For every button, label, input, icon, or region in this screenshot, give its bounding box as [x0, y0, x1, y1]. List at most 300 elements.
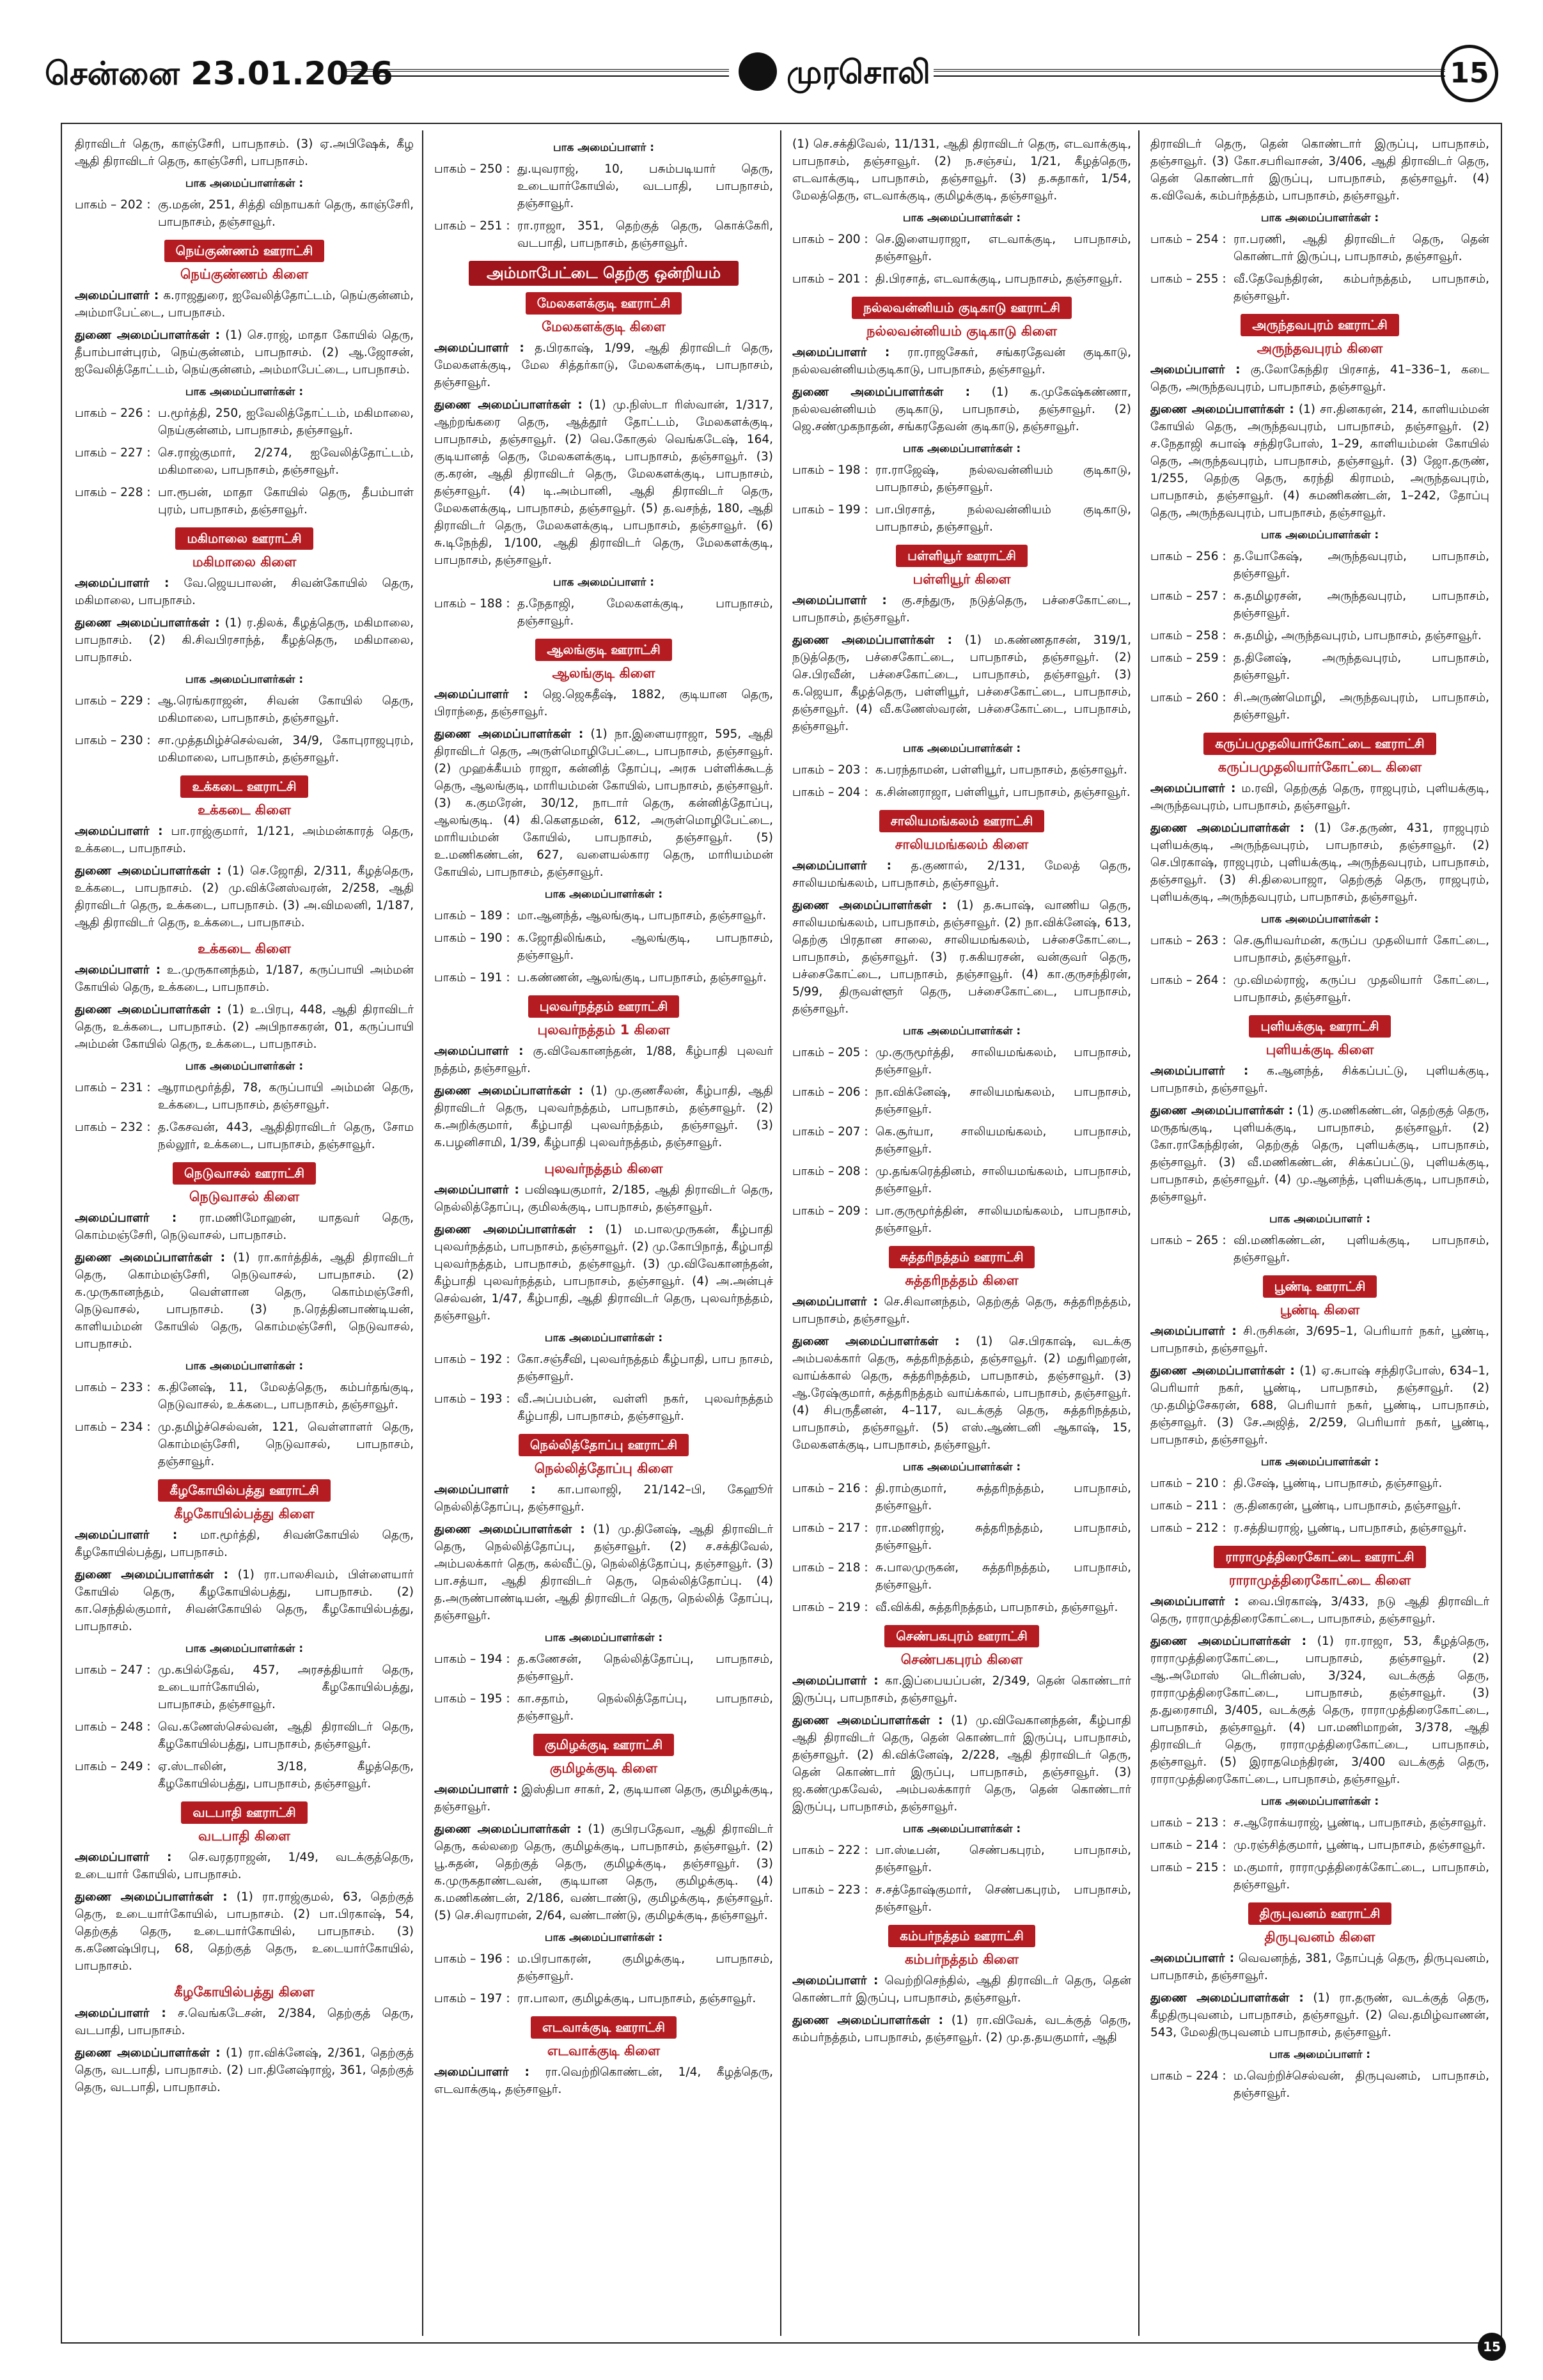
- organizer-entry: [434, 1043, 773, 1077]
- deputy-label: துணை அமைப்பாளர்கள் :: [1150, 1635, 1307, 1648]
- deputy-organizers-entry: [1150, 401, 1489, 522]
- booth-organizer: வீ.விக்கி, சுத்தரிநத்தம், பாபநாசம், தஞ்சாவூர்.: [875, 1601, 1118, 1614]
- deputy-organizers-entry: [1150, 1102, 1489, 1206]
- booth-organizer: சா.முத்தமிழ்ச்செல்வன், 34/9, கோபுராஜபுரம், மகிமாலை, பாபநாசம், தஞ்சாவூர்.: [158, 734, 414, 765]
- org-section: [75, 940, 414, 1153]
- org-section: [792, 810, 1131, 1237]
- organizer-text: கா.இப்பையப்பன், 2/349, தென் கொண்டார் இருப்பு, பாபநாசம், தஞ்சாவூர்.: [792, 1674, 1131, 1705]
- organizer-label: அமைப்பாளர் :: [75, 825, 163, 838]
- organizer-entry: [75, 287, 414, 322]
- booth-organizer: நா.விக்னேஷ், சாலியமங்கலம், பாபநாசம், தஞ்சாவூர்.: [875, 1085, 1131, 1116]
- ooratchi-heading: புலவர்நத்தம் ஊராட்சி: [528, 995, 680, 1018]
- booth-organizers-heading: பாக அமைப்பாளர்கள் :: [185, 177, 304, 190]
- booth-row: [792, 1202, 1131, 1237]
- deputy-organizers-entry: [75, 327, 414, 378]
- booth-row: [792, 270, 1131, 288]
- branch-heading: புலவர்நத்தம் கிளை: [544, 1161, 663, 1176]
- booth-row: [1150, 231, 1489, 265]
- org-section: [434, 1160, 773, 1425]
- booth-number: பாகம் – 255 :: [1150, 272, 1226, 286]
- deputy-organizers-entry: [434, 726, 773, 881]
- ooratchi-heading: மேலகளக்குடி ஊராட்சி: [526, 292, 682, 315]
- organizer-entry: [434, 1181, 773, 1216]
- column-4: [1150, 136, 1489, 2336]
- deputy-text: (1) ரா.விக்னேஷ், 2/361, தெற்குத் தெரு, வடபாதி, பாபநாசம். (2) பா.தினேஷ்ராஜ், 361, தெற்குத் தெரு, வடபாதி, பாபநாசம்.: [75, 2046, 414, 2094]
- booth-organizer: மு.தங்கரெத்தினம், சாலியமங்கலம், பாபநாசம், தஞ்சாவூர்.: [875, 1165, 1131, 1195]
- booth-number: பாகம் – 231 :: [75, 1081, 151, 1094]
- booth-row: [1150, 548, 1489, 582]
- booth-row: [792, 1123, 1131, 1158]
- booth-row: [434, 1990, 773, 2007]
- org-section: [792, 1625, 1131, 1916]
- deputy-organizers-entry: [792, 2012, 1131, 2046]
- booth-row: [434, 595, 773, 630]
- booth-row: [1150, 1520, 1489, 1537]
- booth-organizer: க.சின்னராஜா, பள்ளியூர், பாபநாசம், தஞ்சாவூர்.: [875, 786, 1131, 799]
- booth-number: பாகம் – 204 :: [792, 786, 868, 799]
- booth-row: [792, 1881, 1131, 1916]
- booth-organizer: கோ.சஞ்சீவி, புலவர்நத்தம் கீழ்பாதி, பாப நாசம், தஞ்சாவூர்.: [517, 1353, 773, 1383]
- organizer-text: பவிஷயகுமார், 2/185, ஆதி திராவிடர் தெரு, நெல்லித்தோப்பு, குமிலக்குடி, பாபநாசம், தஞ்சாவூர்.: [434, 1183, 773, 1214]
- booth-organizer: ப.கண்ணன், ஆலங்குடி, பாபநாசம், தஞ்சாவூர்.: [517, 971, 767, 984]
- booth-row: [1150, 1837, 1489, 1854]
- deputy-text: (1) ரா.கார்த்திக், ஆதி திராவிடர் தெரு, கொம்மஞ்சேரி, நெடுவாசல், பாபநாசம். (2) க.முருகானந்தம், வெள்ளான தெரு, கொம்மஞ்சேரி, நெடுவாசல், பாபநாசம். (3) ந.ரெத்தினபாண்டியன், காளியம்மன் கோயில் தெரு, கொம்மஞ்சேரி, நெடுவாசல், பாபநாசம்.: [75, 1251, 414, 1351]
- booth-organizer: ம.பிரபாகரன், குமிழக்குடி, பாபநாசம், தஞ்சாவூர்.: [517, 1952, 773, 1983]
- deputy-organizers-entry: [434, 1082, 773, 1151]
- booth-row: [1150, 270, 1489, 305]
- organizer-entry: [434, 2064, 773, 2098]
- booth-organizer: த.தினேஷ், அருந்தவபுரம், பாபநாசம், தஞ்சாவூர்.: [1234, 651, 1489, 682]
- booth-organizers-heading: பாக அமைப்பாளர்கள் :: [544, 1931, 663, 1944]
- organizer-label: அமைப்பாளர் :: [434, 341, 524, 355]
- organizer-label: அமைப்பாளர் :: [75, 2007, 166, 2020]
- footer-page-number: 15: [1478, 2333, 1506, 2361]
- booth-number: பாகம் – 230 :: [75, 734, 151, 747]
- deputy-text: (1) சா.தினகரன், 214, காளியம்மன் கோயில் தெரு, அருந்தவபுரம், பாபநாசம், தஞ்சாவூர். (2) ச.நேதாஜி சுபாஷ் சந்திரபோஸ், 1–29, காளியம்மன் கோயில் தெரு, அருந்தவபுரம், பாபநாசம், தஞ்சாவூர். (3) ஜோ.தருண், 1/255, தெற்கு தெரு, கரந்தி கிராமம், அருந்தவபுரம், பாபநாசம், தஞ்சாவூர். (4) சுமணிகண்டன், 1–242, தோப்பு தெரு, அருந்தவபுரம், பாபநாசம், தஞ்சாவூர்.: [1150, 403, 1489, 520]
- organizer-text: உ.முருகானந்தம், 1/187, கருப்பாயி அம்மன் கோயில் தெரு, உக்கடை, பாபநாசம்.: [75, 963, 414, 994]
- booth-organizer: ர.சத்தியராஜ், பூண்டி, பாபநாசம், தஞ்சாவூர்.: [1234, 1521, 1467, 1535]
- organizer-label: அமைப்பாளர் :: [792, 1674, 879, 1688]
- deputy-text: (1) குபிரபதேவா, ஆதி திராவிடர் தெரு, கல்லறை தெரு, குமிழக்குடி, பாபநாசம், தஞ்சாவூர். (2) பூ.சுதன், தெற்குத் தெரு, குமிழக்குடி, தஞ்சாவூர். (3) க.முருகதாண்டவன், குடியான தெரு, குமிழக்குடி. (4) க.மணிகண்டன், 2/186, வண்டாண்டு, குமிழக்குடி, தஞ்சாவூர். (5) செ.சிவராமன், 2/64, வண்டாண்டு, குமிழக்குடி, தஞ்சாவூர்.: [434, 1823, 773, 1922]
- deputy-text: (1) ரா.ராஜா, 53, கீழத்தெரு, ராராமுத்திரைகோட்டை, பாபநாசம், தஞ்சாவூர். (2) ஆ.அமோஸ் டெரின்பஸ், 3/324, வடக்குத் தெரு, ராராமுத்திரைகோட்டை, பாபநாசம், தஞ்சாவூர். (3) த.துரைசாமி, 3/405, வடக்குத் தெரு, ராராமுத்திரைகோட்டை, பாபநாசம், தஞ்சாவூர். (4) பா.மணிமாறன், 3/378, ஆதி திராவிடர் தெரு, ராராமுத்திரைகோட்டை, பாபநாசம், தஞ்சாவூர். (5) இராதமெந்திரன், 3/400 வடக்குத் தெரு, ராராமுத்திரைகோட்டை, பாபநாசம், தஞ்சாவூர்.: [1150, 1635, 1489, 1786]
- deputy-label: துணை அமைப்பாளர்கள் :: [434, 1523, 585, 1536]
- booth-organizers-heading: பாக அமைப்பாளர்கள் :: [1260, 1456, 1379, 1468]
- organizer-text: ரா.ராஜசேகர், சங்கரதேவன் குடிகாடு, நல்லவன்னியம்குடிகாடு, பாபநாசம், தஞ்சாவூர்.: [792, 346, 1131, 377]
- branch-heading: மேலகளக்குடி கிளை: [542, 319, 666, 334]
- branch-heading: உக்கடை கிளை: [198, 802, 291, 818]
- org-section: [75, 240, 414, 518]
- booth-organizers-heading: பாக அமைப்பாளர் :: [552, 141, 655, 154]
- booth-organizer: ரா.ராஜா, 351, தெற்குத் தெரு, கொக்கேரி, வடபாதி, பாபநாசம், தஞ்சாவூர்.: [517, 219, 773, 250]
- booth-row: [792, 1084, 1131, 1118]
- org-section: [792, 297, 1131, 536]
- org-section: [1150, 1546, 1489, 1894]
- masthead-rule-left: [345, 69, 729, 77]
- organizer-entry: [75, 1209, 414, 1244]
- booth-row: [792, 1520, 1131, 1554]
- booth-organizer: க.தினேஷ், 11, மேலத்தெரு, கம்பர்தங்குடி, நெடுவாசல், உக்கடை, பாபநாசம், தஞ்சாவூர்.: [158, 1381, 414, 1412]
- org-section: [434, 1434, 773, 1725]
- deputy-text: (1) ரா.தருண், வடக்குத் தெரு, கீழதிருபுவனம், பாபநாசம், தஞ்சாவூர். (2) வெ.தமிழ்வாணன், 543, மேலதிருபுவனம் பாபநாசம், தஞ்சாவூர்.: [1150, 1991, 1489, 2039]
- deputy-label: துணை அமைப்பாளர்கள் :: [75, 1890, 228, 1904]
- deputy-label: துணை அமைப்பாளர்கள் :: [792, 2014, 944, 2027]
- booth-row: [75, 1419, 414, 1470]
- deputy-organizers-entry: [1150, 1989, 1489, 2041]
- deputy-text: (1) ரா.விவேக், வடக்குத் தெரு, கம்பர்நத்தம், பாபநாசம், தஞ்சாவூர். (2) மு.த.தயகுமார், ஆதி: [792, 2014, 1131, 2044]
- booth-row: [1150, 1232, 1489, 1266]
- organizer-text: சி.ருசிகன், 3/695–1, பெரியார் நகர், பூண்டி, பாபநாசம், தஞ்சாவூர்.: [1150, 1325, 1489, 1355]
- content-frame: [61, 123, 1502, 2344]
- deputy-text: (1) மு.தினேஷ், ஆதி திராவிடர் தெரு, நெல்லித்தோப்பு, தஞ்சாவூர். (2) ச.சக்திவேல், அம்பலக்கார் தெரு, கல்வீட்டு, நெல்லித்தோப்பு, தஞ்சாவூர். (3) பா.சத்யா, ஆதி திராவிடர் தெரு, நெல்லித்தோப்பு. (4) த.அருண்பாண்டியன், ஆதி திராவிடர் தெரு, நெல்லித் தோப்பு, தஞ்சாவூர்.: [434, 1523, 773, 1622]
- booth-organizer: சி.அருண்மொழி, அருந்தவபுரம், பாபநாசம், தஞ்சாவூர்.: [1234, 691, 1489, 722]
- booth-organizer: க.தமிழரசன், அருந்தவபுரம், பாபநாசம், தஞ்சாவூர்.: [1234, 589, 1489, 620]
- booth-organizer: ரா.மணிராஜ், சுத்தரிநத்தம், பாபநாசம், தஞ்சாவூர்.: [875, 1521, 1131, 1552]
- booth-organizer: செ.ராஜ்குமார், 2/274, ஐவேலித்தோட்டம், மகிமாலை, பாபநாசம், தஞ்சாவூர்.: [158, 446, 414, 477]
- branch-heading: கருப்பமுதலியார்கோட்டை கிளை: [1218, 759, 1422, 775]
- booth-organizers-heading: பாக அமைப்பாளர் :: [552, 576, 655, 589]
- deputy-label: துணை அமைப்பாளர்கள் :: [434, 1084, 584, 1098]
- deputy-label: துணை அமைப்பாளர்கள் :: [75, 1251, 226, 1264]
- booth-organizers-heading: பாக அமைப்பாளர் :: [1269, 2048, 1371, 2061]
- booth-organizer: கெ.சூர்யா, சாலியமங்கலம், பாபநாசம், தஞ்சாவூர்.: [875, 1125, 1131, 1156]
- page-number-badge: 15: [1441, 45, 1498, 102]
- organizer-label: அமைப்பாளர் :: [75, 1851, 172, 1864]
- booth-organizers-heading: பாக அமைப்பாளர்கள் :: [1260, 913, 1379, 926]
- deputy-text: (1) செ.ராஜ், மாதா கோயில் தெரு, தீபாம்பாள்புரம், நெய்குன்னம், பாபநாசம். (2) ஆ.ஜோசன், ஐவேலித்தோட்டம், நெய்குன்னம், அம்மாபேட்டை, பாபநாசம்.: [75, 329, 414, 377]
- booth-organizer: த.நேதாஜி, மேலகளக்குடி, பாபநாசம், தஞ்சாவூர்.: [517, 597, 773, 628]
- booth-organizers-heading: பாக அமைப்பாளர்கள் :: [185, 1642, 304, 1655]
- booth-row: [75, 484, 414, 518]
- deputy-organizers-entry: [75, 862, 414, 931]
- booth-number: பாகம் – 258 :: [1150, 629, 1226, 642]
- branch-heading: நெய்குண்ணம் கிளை: [180, 267, 309, 282]
- deputy-organizers-entry: [792, 1712, 1131, 1816]
- org-section: [75, 1801, 414, 1975]
- org-section: [75, 1479, 414, 1793]
- org-section: [1150, 136, 1489, 305]
- deputy-label: துணை அமைப்பாளர்கள் :: [792, 385, 971, 399]
- booth-organizers-heading: பாக அமைப்பாளர்கள் :: [1260, 1795, 1379, 1808]
- branch-heading: சாலியமங்கலம் கிளை: [895, 837, 1029, 852]
- branch-heading: வடபாதி கிளை: [198, 1828, 290, 1844]
- booth-number: பாகம் – 206 :: [792, 1085, 868, 1099]
- organizer-text: மா.மூர்த்தி, சிவன்கோயில் தெரு, கீழகோயில்பத்து, பாபநாசம்.: [75, 1528, 414, 1559]
- booth-row: [792, 501, 1131, 536]
- deputy-text: (1) செ.பிரகாஷ், வடக்கு அம்பலக்கார் தெரு, சுத்தரிநத்தம், தஞ்சாவூர். (2) மதுரிஹரன், வாய்க்கால் தெரு, சுத்தரிநத்தம், பாபநாசம், தஞ்சாவூர். (3) ஆ.ரேஷ்குமார், சுத்தரிநத்தம் வாய்க்கால், பாபநாசம், தஞ்சாவூர். (4) சிபருதீனன், 4–117, வடக்குத் தெரு, சுத்தரிநத்தம், பாபநாசம், தஞ்சாவூர். (5) எஸ்.ஆண்டனி ஆகாஷ், 15, மேலகளக்குடி, பாபநாசம், தஞ்சாவூர்.: [792, 1335, 1131, 1452]
- booth-number: பாகம் – 213 :: [1150, 1816, 1226, 1830]
- booth-row: [792, 462, 1131, 496]
- booth-organizer: பா.குருமூர்த்தின், சாலியமங்கலம், பாபநாசம், தஞ்சாவூர்.: [875, 1204, 1131, 1235]
- ooratchi-heading: புளியக்குடி ஊராட்சி: [1249, 1015, 1390, 1038]
- branch-heading: செண்பகபுரம் கிளை: [900, 1652, 1023, 1667]
- organizer-text: ச.வெங்கடேசன், 2/384, தெற்குத் தெரு, வடபாதி, பாபநாசம்.: [75, 2007, 414, 2037]
- org-section: [434, 2016, 773, 2098]
- deputy-organizers-entry: [792, 897, 1131, 1018]
- booth-organizer: வி.மணிகண்டன், புளியக்குடி, பாபநாசம், தஞ்சாவூர்.: [1234, 1234, 1489, 1264]
- org-section: [434, 1734, 773, 2007]
- organizer-text: கா.பாலாஜி, 21/142–பி, கேஹூர் நெல்லித்தோப்பு, தஞ்சாவூர்.: [434, 1483, 773, 1514]
- ooratchi-heading: நல்லவன்னியம் குடிகாடு ஊராட்சி: [852, 297, 1072, 319]
- booth-number: பாகம் – 197 :: [434, 1992, 510, 2005]
- booth-row: [434, 1351, 773, 1385]
- organizer-text: ஜெ.ஜெகதீஷ், 1882, குடியான தெரு, பிராந்தை, தஞ்சாவூர்.: [434, 688, 773, 719]
- organizer-entry: [1150, 361, 1489, 396]
- organizer-label: அமைப்பாளர் :: [792, 346, 890, 359]
- organizer-entry: [75, 1849, 414, 1883]
- deputy-organizers-entry: [434, 1221, 773, 1325]
- booth-row: [75, 1718, 414, 1753]
- column-2: [434, 136, 773, 2336]
- booth-number: பாகம் – 188 :: [434, 597, 510, 611]
- booth-organizer: பா.ஸ்டீபன், செண்பகபுரம், பாபநாசம், தஞ்சாவூர்.: [875, 1844, 1131, 1874]
- booth-row: [75, 1079, 414, 1114]
- booth-number: பாகம் – 224 :: [1150, 2069, 1226, 2083]
- booth-organizers-heading: பாக அமைப்பாளர்கள் :: [902, 742, 1021, 755]
- ooratchi-heading: எடவாக்குடி ஊராட்சி: [531, 2016, 677, 2039]
- ooratchi-heading: செண்பகபுரம் ஊராட்சி: [884, 1625, 1039, 1647]
- deputy-organizers-entry: [1150, 1633, 1489, 1788]
- booth-organizer: பா.ரூபன், மாதா கோயில் தெரு, தீபம்பாள் புரம், பாபநாசம், தஞ்சாவூர்.: [158, 486, 414, 517]
- ooratchi-heading: கீழகோயில்பத்து ஊராட்சி: [158, 1479, 330, 1502]
- booth-organizers-heading: பாக அமைப்பாளர்கள் :: [544, 1631, 663, 1644]
- booth-row: [434, 1651, 773, 1685]
- organizer-text: ம.ரவி, தெற்குத் தெரு, ராஜபுரம், புளியக்குடி, அருந்தவபுரம், பாபநாசம், தஞ்சாவூர்.: [1150, 782, 1489, 813]
- deputy-organizers-entry: [75, 614, 414, 666]
- booth-number: பாகம் – 195 :: [434, 1692, 510, 1706]
- deputy-text: (1) சே.தருண், 431, ராஜபுரம் புளியக்குடி, அருந்தவபுரம், பாபநாசம், தஞ்சாவூர். (2) செ.பிரகாஷ், ராஜபுரம், புளியக்குடி, அருந்தவபுரம், பாபநாசம், தஞ்சாவூர். (3) சி.திலைபாஜா, தெற்குத் தெரு, ராஜபுரம், புளியக்குடி, அருந்தவபுரம், பாபநாசம், தஞ்சாவூர்.: [1150, 821, 1489, 904]
- booth-row: [75, 1119, 414, 1153]
- branch-heading: திருபுவனம் கிளை: [1264, 1929, 1375, 1945]
- booth-number: பாகம் – 196 :: [434, 1952, 510, 1966]
- deputy-text: (1) ரா.பாலசிவம், பிள்ளையார் கோயில் தெரு, கீழகோயில்பத்து, பாபநாசம். (2) கா.செந்தில்குமார், சிவன்கோயில் தெரு, கீழகோயில்பத்து, பாபநாசம்.: [75, 1568, 414, 1633]
- org-section: [75, 527, 414, 766]
- booth-number: பாகம் – 189 :: [434, 909, 510, 922]
- ooratchi-heading: குமிழக்குடி ஊராட்சி: [533, 1734, 674, 1756]
- deputy-text: (1) ர.திலக், கீழத்தெரு, மகிமாலை, பாபநாசம். (2) கி.சிவபிரசாந்த், கீழத்தெரு, மகிமாலை, பாபநாசம்.: [75, 616, 414, 664]
- booth-row: [434, 1390, 773, 1425]
- booth-organizers-heading: பாக அமைப்பாளர்கள் :: [1260, 212, 1379, 224]
- organizer-label: அமைப்பாளர் :: [75, 577, 169, 590]
- booth-number: பாகம் – 193 :: [434, 1392, 510, 1406]
- organizer-text: செ.சிவானந்தம், தெற்குத் தெரு, சுத்தரிநத்தம், பாபநாசம், தஞ்சாவூர்.: [792, 1295, 1131, 1326]
- booth-number: பாகம் – 212 :: [1150, 1521, 1226, 1535]
- org-section: [75, 136, 414, 231]
- booth-number: பாகம் – 233 :: [75, 1381, 151, 1394]
- organizer-label: அமைப்பாளர் :: [434, 1183, 519, 1197]
- deputy-label: துணை அமைப்பாளர்கள் :: [792, 1335, 960, 1348]
- booth-organizers-heading: பாக அமைப்பாளர்கள் :: [185, 1360, 304, 1373]
- organizer-entry: [792, 1672, 1131, 1707]
- union-heading: அம்மாபேட்டை தெற்கு ஒன்றியம்: [469, 261, 739, 286]
- deputy-label: துணை அமைப்பாளர்கள் :: [75, 1568, 228, 1582]
- deputy-label: துணை அமைப்பாளர்கள் :: [434, 398, 583, 412]
- organizer-text: த.குணால், 2/131, மேலத் தெரு, சாலியமங்கலம், பாபநாசம், தஞ்சாவூர்.: [792, 859, 1131, 890]
- column-1: [75, 136, 414, 2336]
- booth-organizers-heading: பாக அமைப்பாளர்கள் :: [902, 442, 1021, 455]
- booth-row: [75, 1379, 414, 1413]
- booth-number: பாகம் – 198 :: [792, 463, 868, 477]
- ooratchi-heading: நெல்லித்தோப்பு ஊராட்சி: [519, 1434, 689, 1456]
- booth-row: [75, 1758, 414, 1793]
- organizer-entry: [792, 857, 1131, 892]
- booth-number: பாகம் – 218 :: [792, 1561, 868, 1575]
- organizer-text: வே.ஜெயபாலன், சிவன்கோயில் தெரு, மகிமாலை, பாபநாசம்.: [75, 577, 414, 607]
- deputy-label: துணை அமைப்பாளர்கள் :: [75, 616, 220, 630]
- org-section: [75, 1162, 414, 1470]
- organizer-label: அமைப்பாளர் :: [792, 1295, 878, 1309]
- booth-row: [1150, 689, 1489, 724]
- deputy-organizers-entry: [792, 136, 1131, 205]
- booth-number: பாகம் – 201 :: [792, 272, 868, 286]
- organizer-label: அமைப்பாளர் :: [1150, 1064, 1249, 1078]
- deputy-text: (1) த.சுபாஷ், வாணிய தெரு, சாலியமங்கலம், பாபநாசம், தஞ்சாவூர். (2) நா.விக்னேஷ், 613, தெற்கு பிரதான சாலை, சாலியமங்கலம், பச்சைகோட்டை, பாபநாசம், தஞ்சாவூர். (3) ர.சுகியரசன், வன்குவர் தெரு, பச்சைகோட்டை, பாபநாசம், தஞ்சாவூர். (4) கா.குருசந்திரன், 5/99, திருவள்ளூர் தெரு, பச்சைகோட்டை, பாபநாசம், தஞ்சாவூர்.: [792, 899, 1131, 1016]
- organizer-label: அமைப்பாளர் :: [75, 963, 161, 977]
- booth-number: பாகம் – 251 :: [434, 219, 510, 233]
- booth-row: [434, 907, 773, 924]
- branch-heading: ஆலங்குடி கிளை: [552, 665, 655, 681]
- booth-row: [434, 217, 773, 252]
- deputy-label: துணை அமைப்பாளர்கள் :: [434, 1823, 582, 1836]
- booth-organizer: க.ஜோதிலிங்கம், ஆலங்குடி, பாபநாசம், தஞ்சாவூர்.: [517, 931, 773, 962]
- organizer-entry: [75, 575, 414, 609]
- booth-organizer: ஏ.ஸ்டாலின், 3/18, கீழத்தெரு, கீழகோயில்பத்து, பாபநாசம், தஞ்சாவூர்.: [158, 1760, 414, 1791]
- booth-number: பாகம் – 210 :: [1150, 1477, 1226, 1490]
- booth-row: [1150, 649, 1489, 684]
- booth-row: [792, 784, 1131, 801]
- booth-organizer: செ.சூரியவர்மன், கருப்ப முதலியார் கோட்டை, பாபநாசம், தஞ்சாவூர்.: [1234, 934, 1489, 965]
- branch-heading: நல்லவன்னியம் குடிகாடு கிளை: [866, 323, 1057, 339]
- deputy-label: துணை அமைப்பாளர்கள் :: [434, 727, 584, 741]
- deputy-text: (1) கு.மணிகண்டன், தெற்குத் தெரு, மருதங்குடி, புளியக்குடி, பாபநாசம், தஞ்சாவூர். (2) கோ.ராகேந்திரன், தெற்குத் தெரு, புளியக்குடி, பாபநாசம், தஞ்சாவூர். (3) வீ.மணிகண்டன், சிக்கப்பட்டு, புளியக்குடி, பாபநாசம், தஞ்சாவூர். (4) மு.ஆனந்த், புளியக்குடி, பாபநாசம், தஞ்சாவூர்.: [1150, 1104, 1489, 1204]
- ooratchi-heading: பூண்டி ஊராட்சி: [1263, 1275, 1377, 1298]
- booth-row: [75, 444, 414, 479]
- deputy-text: (1) மு.குணசீலன், கீழ்பாதி, ஆதி திராவிடர் தெரு, புலவர்நத்தம், பாபநாசம், தஞ்சாவூர். (2) க.அறிக்குமார், கீழ்பாதி புலவர்நத்தம், தஞ்சாவூர். (3) க.பழனிசாமி, 1/39, கீழ்பாதி புலவர்நத்தம், தஞ்சாவூர்.: [434, 1084, 773, 1149]
- booth-organizer: ப.மூர்த்தி, 250, ஐவேலித்தோட்டம், மகிமாலை, நெய்குன்னம், பாபநாசம், தஞ்சாவூர்.: [158, 407, 414, 437]
- branch-heading: உக்கடை கிளை: [198, 941, 291, 956]
- booth-organizer: ம.வெற்றிச்செல்வன், திருபுவனம், பாபநாசம், தஞ்சாவூர்.: [1234, 2069, 1489, 2100]
- booth-number: பாகம் – 192 :: [434, 1353, 510, 1366]
- booth-organizer: ச.ஆரோக்யராஜ், பூண்டி, பாபநாசம், தஞ்சாவூர்.: [1234, 1816, 1487, 1830]
- organizer-text: வெற்றிசெந்தில், ஆதி திராவிடர் தெரு, தென் கொண்டார் இருப்பு, பாபநாசம், தஞ்சாவூர்.: [792, 1974, 1131, 2005]
- organizer-entry: [1150, 1950, 1489, 1984]
- branch-heading: கீழகோயில்பத்து கிளை: [174, 1984, 315, 2000]
- org-section: [75, 1984, 414, 2096]
- deputy-organizers-entry: [75, 1566, 414, 1635]
- booth-number: பாகம் – 216 :: [792, 1482, 868, 1495]
- booth-organizer: த.கேசவன், 443, ஆதிதிராவிடர் தெரு, சோம நல்லூர், உக்கடை, பாபநாசம், தஞ்சாவூர்.: [158, 1121, 414, 1151]
- booth-row: [434, 969, 773, 986]
- org-section: [434, 995, 773, 1151]
- organizer-text: வை.பிரகாஷ், 3/433, நடு ஆதி திராவிடர் தெரு, ராராமுத்திரைகோட்டை, பாபநாசம், தஞ்சாவூர்.: [1150, 1595, 1489, 1626]
- booth-row: [792, 1480, 1131, 1514]
- organizer-entry: [434, 339, 773, 391]
- booth-row: [434, 1950, 773, 1985]
- organizer-entry: [75, 823, 414, 857]
- masthead: [38, 45, 1505, 102]
- organizer-label: அமைப்பாளர் :: [434, 1483, 536, 1497]
- booth-organizer: க.பரந்தாமன், பள்ளியூர், பாபநாசம், தஞ்சாவூர்.: [875, 763, 1127, 777]
- organizer-entry: [1150, 780, 1489, 814]
- booth-row: [1150, 1859, 1489, 1894]
- booth-number: பாகம் – 232 :: [75, 1121, 151, 1134]
- booth-row: [75, 196, 414, 231]
- booth-organizer: வீ.அப்பம்பன், வள்ளி நகர், புலவர்நத்தம் கீழ்பாதி, பாபநாசம், தஞ்சாவூர்.: [517, 1392, 773, 1423]
- booth-row: [1150, 932, 1489, 967]
- branch-heading: ராராமுத்திரைகோட்டை கிளை: [1228, 1573, 1411, 1588]
- organizer-text: கு.லோகேந்திர பிரசாத், 41–336–1, கடை தெரு, அருந்தவபுரம், பாபநாசம், தஞ்சாவூர்.: [1150, 363, 1489, 394]
- booth-number: பாகம் – 254 :: [1150, 233, 1226, 246]
- booth-row: [792, 1559, 1131, 1594]
- booth-row: [75, 405, 414, 439]
- org-section: [75, 775, 414, 931]
- booth-organizers-heading: பாக அமைப்பாளர்கள் :: [902, 1025, 1021, 1038]
- org-section: [792, 545, 1131, 801]
- ooratchi-heading: நெய்குண்ணம் ஊராட்சி: [164, 240, 325, 262]
- deputy-label: துணை அமைப்பாளர்கள் :: [75, 329, 221, 342]
- organizer-entry: [434, 1781, 773, 1816]
- organizer-text: இஸ்திபா சாகர், 2, குடியான தெரு, குமிழக்குடி, தஞ்சாவூர்.: [434, 1783, 773, 1814]
- org-section: [792, 1246, 1131, 1616]
- organizer-label: அமைப்பாளர் :: [75, 1528, 178, 1542]
- deputy-text: (1) மு.விவேகானந்தன், கீழ்பாதி ஆதி திராவிடர் தெரு, தென் கொண்டார் இருப்பு, பாபநாசம், தஞ்சாவூர். (2) கி.விக்னேஷ், 2/228, ஆதி திராவிடர் தெரு, தென் கொண்டார் இருப்பு, பாபநாசம், தஞ்சாவூர். (3) ஜ.கண்முகவேல், அம்பலக்காரர் தெரு, தென் கொண்டார் இருப்பு, பாபநாசம், தஞ்சாவூர்.: [792, 1714, 1131, 1814]
- branch-heading: கீழகோயில்பத்து கிளை: [174, 1506, 315, 1521]
- ooratchi-heading: உக்கடை ஊராட்சி: [180, 775, 308, 798]
- booth-organizer: வீ.தேவேந்திரன், கம்பர்நத்தம், பாபநாசம், தஞ்சாவூர்.: [1234, 272, 1489, 303]
- organizer-text: ரா.வெற்றிகொண்டன், 1/4, கீழத்தெரு, எடவாக்குடி, தஞ்சாவூர்.: [434, 2065, 773, 2096]
- booth-organizer: தி.சேஷ், பூண்டி, பாபநாசம், தஞ்சாவூர்.: [1234, 1477, 1443, 1490]
- deputy-label: துணை அமைப்பாளர்கள் :: [434, 1223, 593, 1236]
- booth-organizer: மு.விமல்ராஜ், கருப்ப முதலியார் கோட்டை, பாபநாசம், தஞ்சாவூர்.: [1234, 974, 1489, 1004]
- booth-number: பாகம் – 256 :: [1150, 550, 1226, 563]
- org-section: [434, 261, 773, 630]
- organizer-label: அமைப்பாளர் :: [434, 1783, 518, 1796]
- org-section: [1150, 733, 1489, 1006]
- booth-organizer: து.யுவராஜ், 10, பசும்படியார் தெரு, உடையார்கோயில், வடபாதி, பாபநாசம், தஞ்சாவூர்.: [517, 162, 773, 210]
- booth-number: பாகம் – 249 :: [75, 1760, 151, 1773]
- deputy-organizers-entry: [792, 632, 1131, 735]
- organizer-entry: [75, 961, 414, 996]
- booth-row: [1150, 1814, 1489, 1832]
- org-section: [1150, 1902, 1489, 2102]
- booth-row: [75, 1661, 414, 1713]
- deputy-label: துணை அமைப்பாளர்கள் :: [75, 864, 222, 878]
- ooratchi-heading: ஆலங்குடி ஊராட்சி: [535, 639, 672, 661]
- deputy-label: துணை அமைப்பாளர்கள் :: [792, 1714, 943, 1727]
- org-section: [792, 136, 1131, 288]
- booth-organizer: மா.ஆனந்த், ஆலங்குடி, பாபநாசம், தஞ்சாவூர்.: [517, 909, 767, 922]
- deputy-organizers-entry: [75, 1001, 414, 1053]
- booth-organizers-heading: பாக அமைப்பாளர்கள் :: [185, 385, 304, 398]
- deputy-label: துணை அமைப்பாளர்கள் :: [1150, 1991, 1304, 2005]
- ooratchi-heading: அருந்தவபுரம் ஊராட்சி: [1241, 314, 1399, 336]
- booth-number: பாகம் – 203 :: [792, 763, 868, 777]
- booth-number: பாகம் – 227 :: [75, 446, 151, 460]
- ooratchi-heading: திருபுவனம் ஊராட்சி: [1248, 1902, 1392, 1925]
- masthead-date: சென்னை 23.01.2026: [45, 55, 393, 92]
- branch-heading: மகிமாலை கிளை: [192, 554, 297, 570]
- booth-organizer: த.கணேசன், நெல்லித்தோப்பு, பாபநாசம், தஞ்சாவூர்.: [517, 1653, 773, 1683]
- organizer-label: அமைப்பாளர் :: [792, 594, 887, 607]
- organizer-label: அமைப்பாளர் :: [1150, 363, 1241, 377]
- branch-heading: குமிழக்குடி கிளை: [549, 1761, 658, 1776]
- branch-heading: பூண்டி கிளை: [1280, 1302, 1360, 1318]
- booth-row: [792, 1599, 1131, 1616]
- org-section: [434, 639, 773, 986]
- paper-name: முரசொலி: [787, 54, 930, 91]
- deputy-label: துணை அமைப்பாளர்கள் :: [792, 634, 953, 647]
- booth-number: பாகம் – 200 :: [792, 233, 868, 246]
- branch-heading: நெடுவாசல் கிளை: [189, 1189, 300, 1204]
